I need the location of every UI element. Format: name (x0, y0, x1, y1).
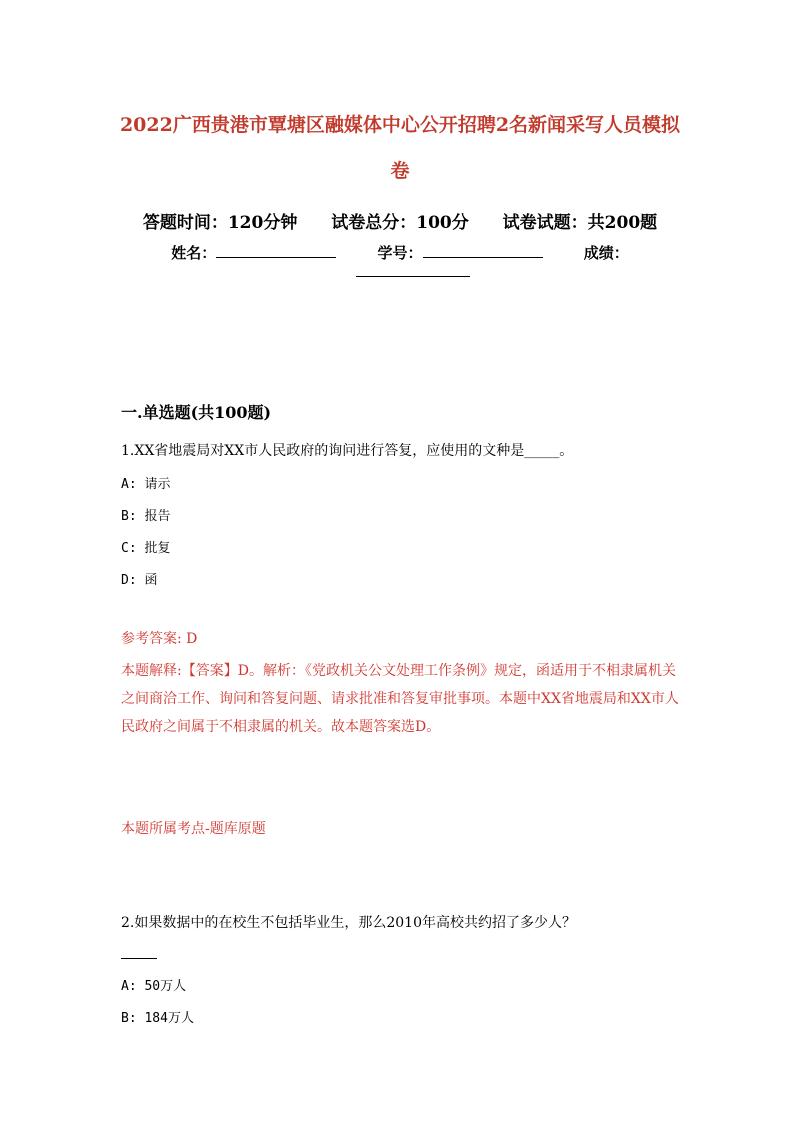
q1-option-d: D: 函 (121, 573, 158, 588)
q1-option-a: A: 请示 (121, 477, 171, 492)
q1-option-b: B: 报告 (121, 509, 171, 524)
name-label: 姓名： (171, 244, 217, 262)
q1-point: 本题所属考点-题库原题 (121, 821, 266, 837)
name-blank[interactable] (216, 243, 336, 258)
id-blank[interactable] (423, 243, 543, 258)
q1-explanation: 本题解释:【答案】D。解析：《党政机关公文处理工作条例》规定，函适用于不相隶属机关之间商洽工作、询问和答复问题、请求批准和答复审批事项。本题中XX省地震局和XX市人民政府之间属于不相隶属的机关。故本题答案选D。 (121, 663, 679, 735)
q2-option-a: A: 50万人 (121, 979, 187, 994)
q2-answer-blank (121, 946, 157, 963)
id-label: 学号： (377, 244, 423, 262)
question-1-stem: 1.XX省地震局对XX市人民政府的询问进行答复，应使用的文种是_____。 (121, 443, 574, 459)
student-info-row (100, 242, 700, 263)
exam-count: 试卷试题：共200题 (502, 213, 658, 233)
exam-time: 答题时间：120分钟 (142, 213, 298, 233)
q1-option-c: C: 批复 (121, 541, 171, 556)
question-2-stem: 2.如果数据中的在校生不包括毕业生，那么2010年高校共约招了多少人？ (121, 915, 576, 931)
q2-option-b: B: 184万人 (121, 1011, 194, 1026)
exam-meta (100, 208, 700, 233)
score-label: 成绩： (583, 244, 629, 262)
section-heading: 一.单选题(共100题) (121, 403, 272, 422)
q1-answer: 参考答案: D (121, 631, 198, 647)
exam-title (100, 102, 700, 194)
score-blank[interactable] (356, 276, 470, 277)
exam-total: 试卷总分：100分 (331, 213, 469, 233)
title-line-1: 2022广西贵港市覃塘区融媒体中心公开招聘2名新闻采写人员模拟 (119, 114, 681, 136)
title-line-2: 卷 (390, 160, 410, 182)
